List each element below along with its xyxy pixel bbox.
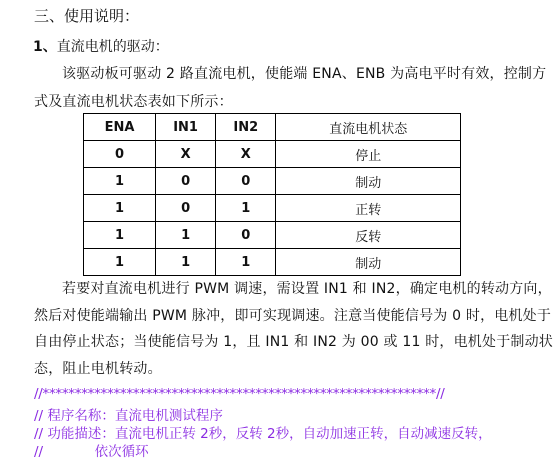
subsection-heading [33,36,169,56]
cell-in1: 1 [156,222,216,249]
code-comment-description: // 功能描述：直流电机正转 2秒，反转 2秒，自动加速正转，自动减速反转， [34,426,492,442]
cell-ena: 1 [84,249,156,276]
body-line-4: 态，阻止电机转动。 [34,361,162,377]
cell-ena: 1 [84,168,156,195]
header-in1: IN1 [156,114,216,141]
cell-in1: 1 [156,249,216,276]
cell-in1: 0 [156,195,216,222]
cell-state: 制动 [276,249,461,276]
cell-in2: 1 [216,249,276,276]
cell-in2: X [216,141,276,168]
table-header-row [84,114,461,141]
body-line-2: 然后对使能端输出 PWM 脉冲，即可实现调速。注意当使能信号为 0 时，电机处于 [34,308,552,324]
intro-line-1: 该驱动板可驱动 2 路直流电机，使能端 ENA、ENB 为高电平时有效，控制方 [62,66,547,82]
table-row [84,141,461,168]
table-row [84,168,461,195]
header-in2: IN2 [216,114,276,141]
cell-in2: 1 [216,195,276,222]
cell-in1: 0 [156,168,216,195]
body-line-3: 自由停止状态；当使能信号为 1，且 IN1 和 IN2 为 00 或 11 时，电机处于制动状 [34,334,553,350]
code-separator-line: //*************************************************************// [34,386,445,402]
cell-state: 反转 [276,222,461,249]
table-row [84,249,461,276]
cell-state: 制动 [276,168,461,195]
table-row [84,222,461,249]
code-comment-program-name: // 程序名称：直流电机测试程序 [34,408,223,424]
intro-line-2: 式及直流电机状态表如下所示： [34,94,233,110]
cell-in2: 0 [216,168,276,195]
header-state: 直流电机状态 [276,114,461,141]
subsection-number: 1、 [33,39,57,55]
cell-state: 正转 [276,195,461,222]
cell-ena: 0 [84,141,156,168]
body-line-1: 若要对直流电机进行 PWM 调速，需设置 IN1 和 IN2，确定电机的转动方向， [62,281,552,297]
subsection-title: 直流电机的驱动： [56,39,169,55]
cell-state: 停止 [276,141,461,168]
cell-ena: 1 [84,195,156,222]
motor-state-table [83,113,461,276]
cell-ena: 1 [84,222,156,249]
cell-in2: 0 [216,222,276,249]
header-ena: ENA [84,114,156,141]
section-title: 三、使用说明： [34,7,140,25]
cell-in1: X [156,141,216,168]
code-comment-continuation: // 依次循环 [34,444,149,460]
table-row [84,195,461,222]
